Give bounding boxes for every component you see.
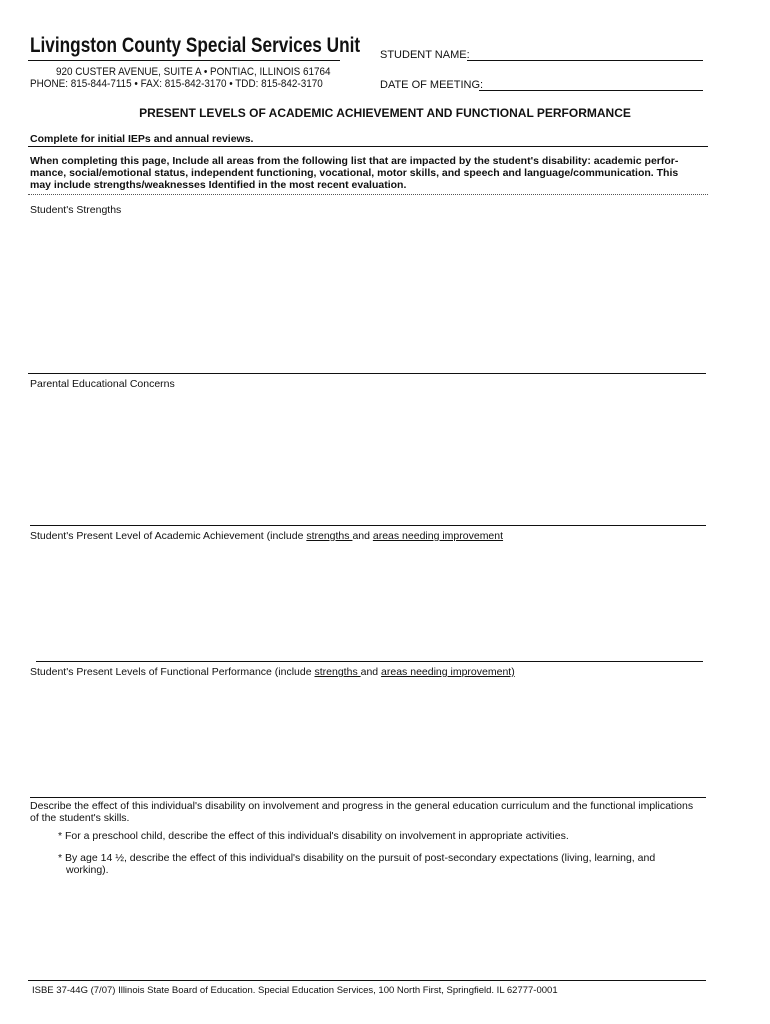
strengths-divider [28,373,706,374]
functional-prefix: Student's Present Levels of Functional Performance (include [30,666,315,678]
parental-concerns-input-area[interactable] [28,394,708,522]
disability-effect-line-1: Describe the effect of this individual's disability on involvement and progress in the general education curriculum and the functional implications [30,800,694,812]
org-address: 920 CUSTER AVENUE, SUITE A • PONTIAC, ILLINOIS 61764 [56,66,331,78]
student-name-label: STUDENT NAME: [380,49,470,61]
age-14-bullet [58,852,738,876]
age-14-bullet-line-2: working). [66,864,109,876]
instruction-areas-line-2: mance, social/emotional status, independent functioning, vocational, motor skills, and speech and language/communication. This [30,167,679,179]
disability-effect-line-2: of the student's skills. [30,812,130,824]
date-of-meeting-label: DATE OF MEETING: [380,79,484,91]
instruction-dotted-divider [28,194,708,195]
form-title: PRESENT LEVELS OF ACADEMIC ACHIEVEMENT AND FUNCTIONAL PERFORMANCE [139,106,631,120]
instruction-initial-ieps: Complete for initial IEPs and annual reviews. [30,133,254,145]
parental-concerns-label: Parental Educational Concerns [30,378,175,390]
functional-strengths: strengths [314,666,361,678]
academic-achievement-input-area[interactable] [28,546,708,658]
instruction-areas-line-3: may include strengths/weaknesses Identified in the most recent evaluation. [30,179,407,191]
student-name-field[interactable] [467,60,703,61]
date-of-meeting-field[interactable] [479,90,703,91]
functional-performance-label [30,666,515,678]
org-name-underline [28,60,340,61]
instruction-areas [30,155,710,191]
academic-achievement-label [30,530,503,542]
disability-effect-description [30,800,730,824]
parental-concerns-divider [30,525,706,526]
academic-and: and [352,530,373,542]
academic-strengths: strengths [306,530,353,542]
academic-areas-needing-improvement: areas needing improvement [372,530,504,542]
age-14-bullet-line-1: * By age 14 ½, describe the effect of this individual's disability on the pursuit of post-secondary expectations (living, learning, and [58,852,656,864]
organization-name: Livingston County Special Services Unit [30,34,361,57]
instruction-divider [28,146,708,147]
functional-performance-input-area[interactable] [28,682,708,794]
strengths-input-area[interactable] [28,220,708,370]
preschool-bullet: * For a preschool child, describe the effect of this individual's disability on involvement in appropriate activities. [58,830,569,842]
footer-divider [28,980,706,981]
functional-areas-needing-improvement: areas needing improvement) [381,666,515,678]
form-footer: ISBE 37-44G (7/07) Illinois State Board of Education. Special Education Services, 100 North First, Springfield. IL 62777-0001 [32,985,558,996]
disability-effect-input-area[interactable] [28,882,708,977]
functional-and: and [360,666,382,678]
instruction-areas-line-1: When completing this page, Include all areas from the following list that are impacted by the student's disability: academic perfor- [30,155,679,167]
strengths-label: Student's Strengths [30,204,122,216]
functional-performance-divider [30,797,706,798]
academic-prefix: Student's Present Level of Academic Achievement (include [30,530,307,542]
academic-achievement-divider [36,661,703,662]
org-phone-line: PHONE: 815-844-7115 • FAX: 815-842-3170 • TDD: 815-842-3170 [30,78,323,90]
